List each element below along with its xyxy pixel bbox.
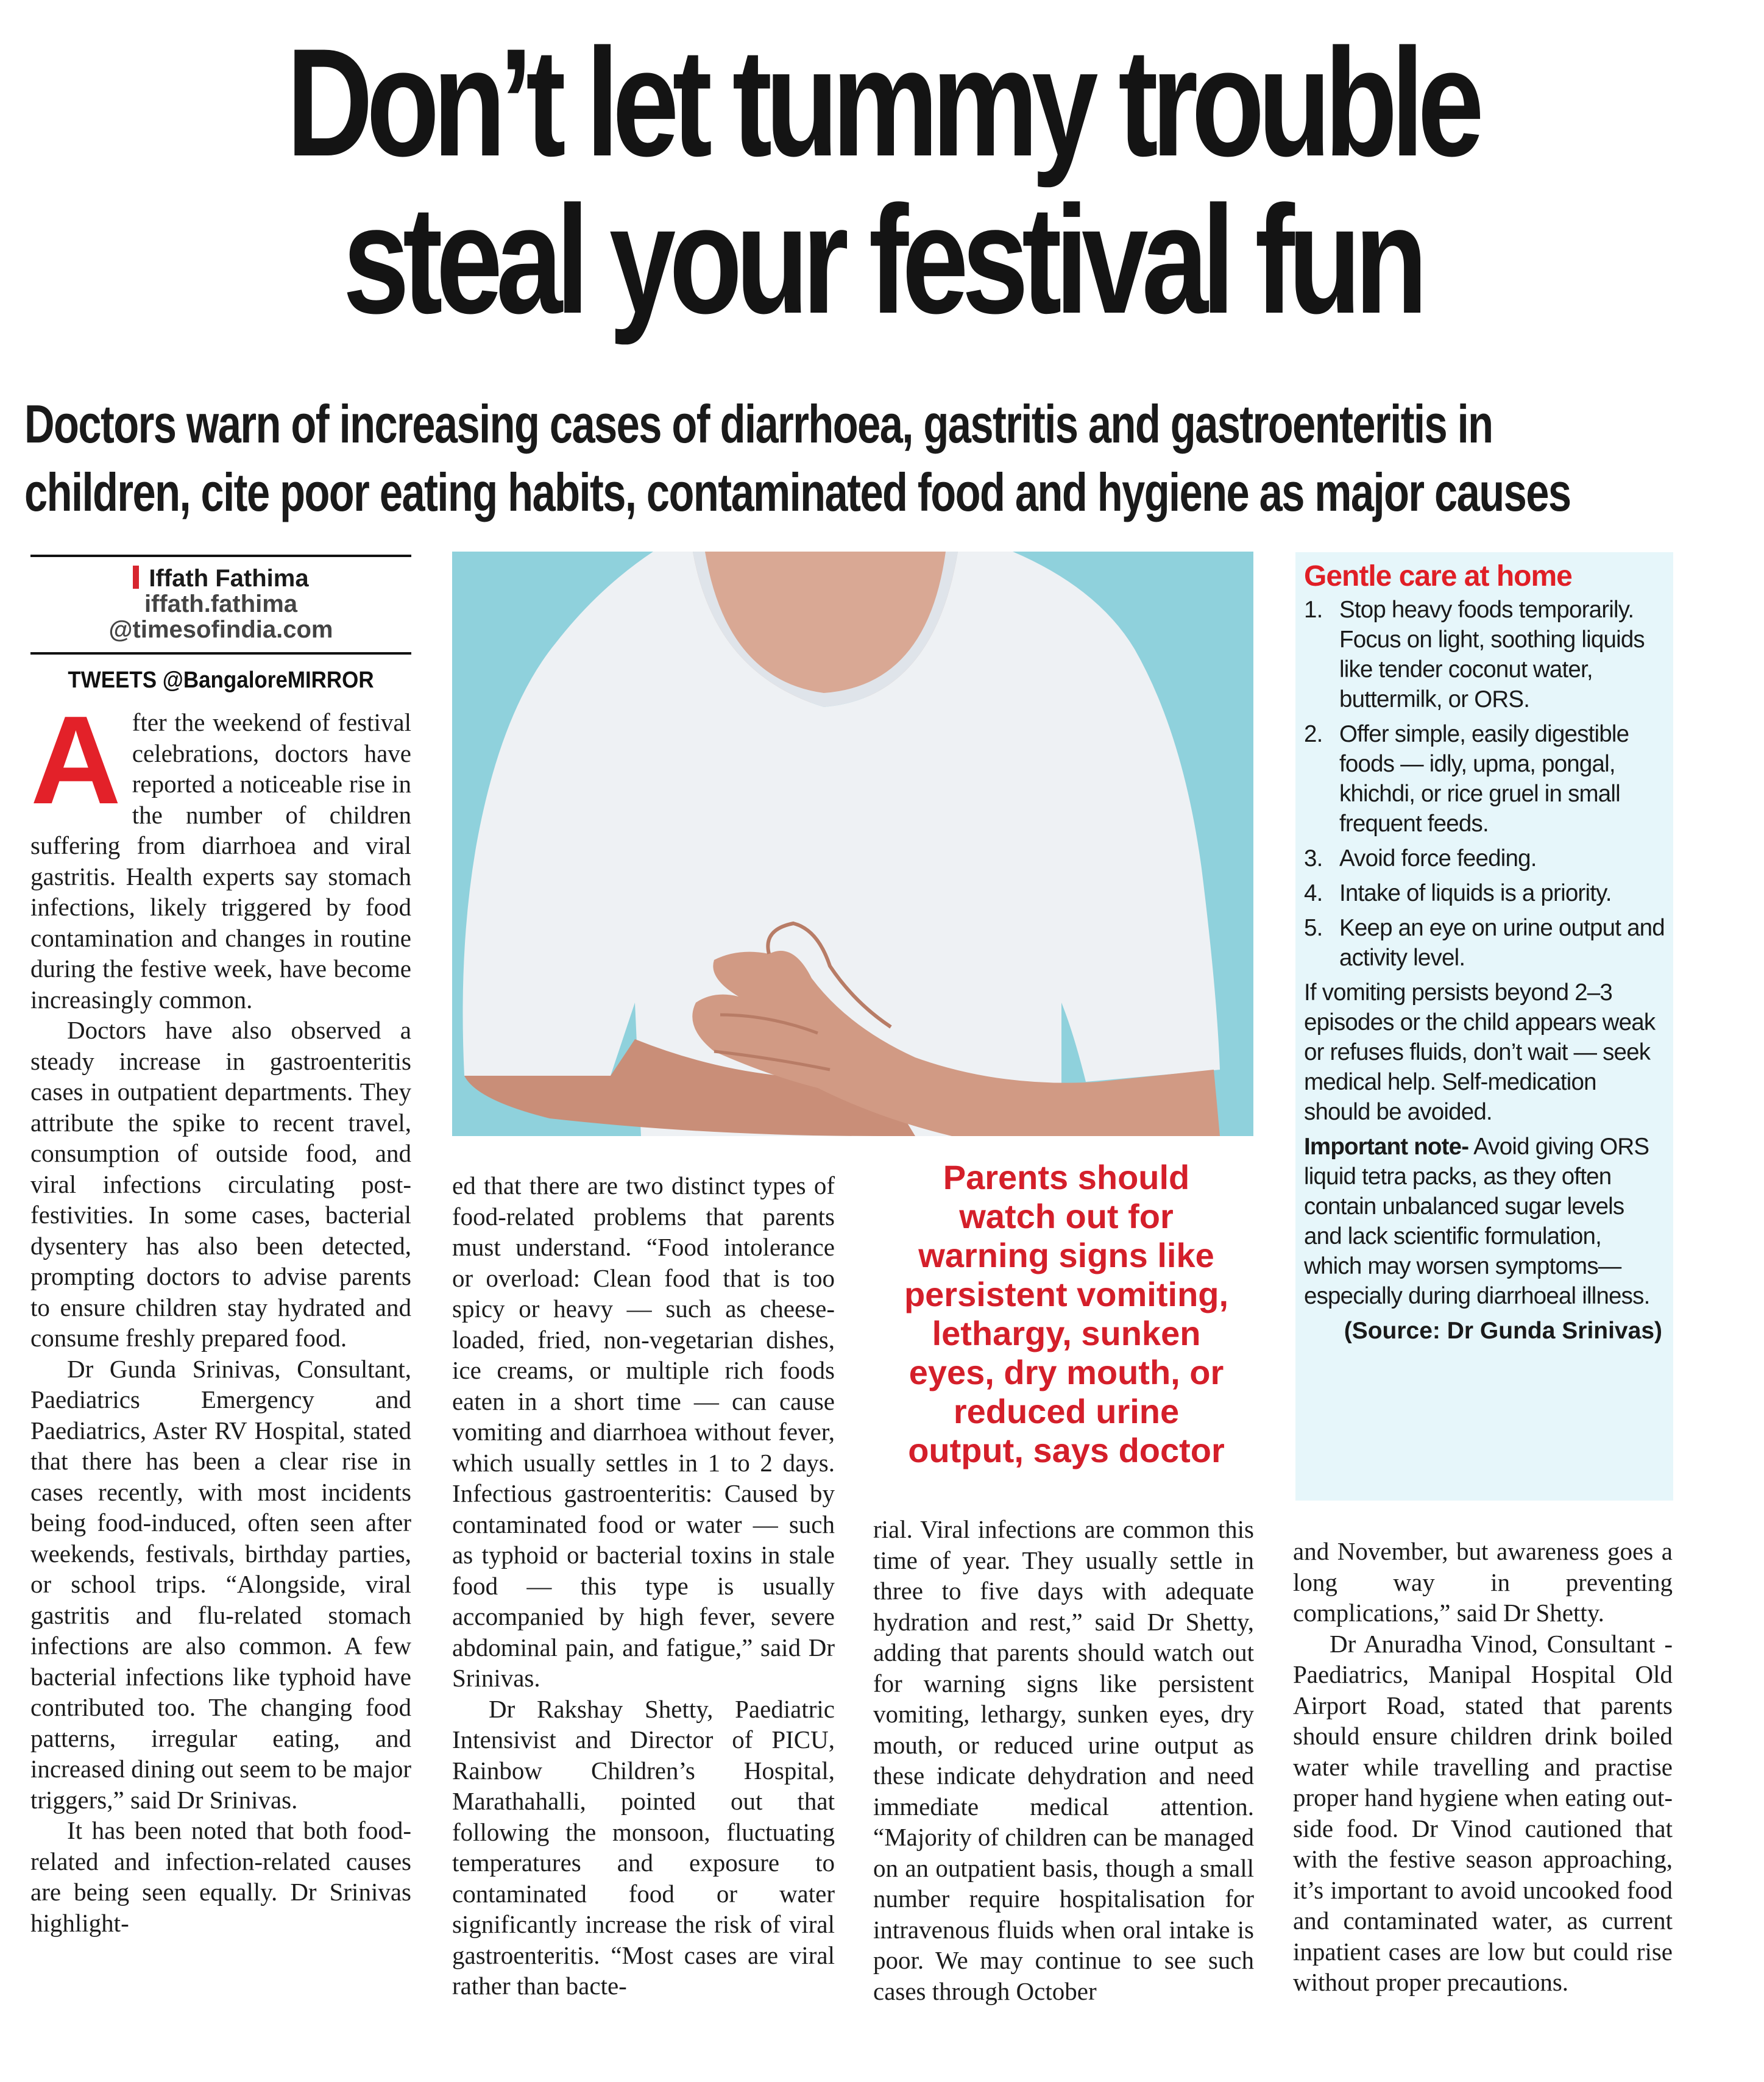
article-column-1	[30, 690, 411, 1938]
drop-cap: A	[30, 690, 121, 830]
article-photo	[452, 552, 1253, 1136]
author-email-line-1: iffath.fathima	[144, 591, 298, 617]
list-item: 1. Stop heavy foods temporarily. Focus on light, soothing liquids like tender coconut water, buttermilk, or ORS.	[1304, 597, 1645, 712]
article-column-4	[1293, 1536, 1673, 1998]
article-paragraph: After the weekend of festival celebrations, doctors have reported a noticeable rise in the number of children suffering from diarrhoea and viral gastritis. Health experts say stomach infections, likely triggered by food contamination and changes in routine during the festive week, have become increasingly common.	[30, 690, 411, 1014]
article-paragraph: Doctors have also observed a steady increase in gastroenteritis cases in outpatient departments. They attribute the spike to recent travel, consumption of outside food, and viral infections circulating post-festivities. In some cases, bacterial dysentery has also been detected, prompting doctors to advise parents to ensure children stay hydrated and consume freshly prepared food.	[30, 1016, 411, 1352]
headline-line-1: Don’t let tummy trouble	[286, 17, 1478, 188]
article-paragraph: and November, but awareness goes a long way in preventing complications,” said Dr Shetty.	[1293, 1537, 1673, 1627]
list-item: 2. Offer simple, easily digestible foods — idly, upma, pongal, khichdi, or rice gruel in small frequent feeds.	[1304, 721, 1629, 837]
headline-line-2: steal your festival fun	[342, 174, 1422, 346]
article-paragraph: ed that there are two distinct types of food-related problems that parents must understand. “Food intolerance or overload: Clean food that is too spicy or heavy — such as cheese-loaded, fried, non-vegetarian dishes, ice creams, or multiple rich foods eaten in a short time — can cause vomiting and diarrhoea without fever, which usually settles in 1 to 2 days. Infectious gastroenteritis: Caused by contaminated food or water — such as typhoid or bacterial toxins in stale food — this type is usually accompanied by high fever, severe abdominal pain, and fatigue,” said Dr Srinivas.	[452, 1171, 835, 1692]
list-item: 4. Intake of liquids is a priority.	[1304, 880, 1612, 906]
author-email-line-2: @timesofindia.com	[108, 616, 333, 643]
subheadline	[24, 390, 1740, 527]
list-item: 3. Avoid force feeding.	[1304, 845, 1537, 872]
care-tips-list	[1304, 595, 1665, 973]
list-item: 5. Keep an eye on urine output and activity level.	[1304, 915, 1665, 971]
sidebar-warning: If vomiting persists beyond 2–3 episodes or the child appears weak or refuses fluids, don’t wait — seek medical help. Self-medication should be avoided.	[1304, 979, 1656, 1125]
article-paragraph: rial. Viral infections are common this time of year. They usually settle in three to five days with adequate hydration and rest,” said Dr Shetty, adding that parents should watch out for warning signs like persistent vomiting, lethargy, sunken eyes, dry mouth, or reduced urine output as these indicate dehydration and need immediate medical attention. “Majority of children can be managed on an outpatient basis, though a small number require hospitalisation for intravenous fluids when oral intake is poor. We may continue to see such cases through October	[873, 1515, 1254, 2005]
byline-marker-icon	[133, 566, 139, 589]
article-paragraph: Dr Rakshay Shetty, Paediatric Intensivist and Director of PICU, Rainbow Children’s Hospital, Marathahalli, pointed out that following the monsoon, fluctuating temperatures and exposure to contaminated food or water significantly increase the risk of viral gastroenteritis. “Most cases are viral rather than bacte-	[452, 1694, 835, 2000]
article-paragraph: It has been noted that both food-related and infection-related causes are being seen equally. Dr Srinivas highlight-	[30, 1816, 411, 1937]
headline	[213, 17, 1551, 346]
article-paragraph: Dr Anuradha Vinod, Consultant - Paediatrics, Manipal Hospital Old Airport Road, stated that parents should ensure children drink boiled water while travelling and practise proper hand hygiene when eating outside food. Dr Vinod cautioned that with the festive season approaching, it’s important to avoid uncooked food and contaminated water, as current inpatient cases are low but could rise without proper precautions.	[1293, 1629, 1673, 1996]
subheadline-line-2: children, cite poor eating habits, contaminated food and hygiene as major causes	[24, 462, 1571, 522]
sidebar-gentle-care	[1295, 552, 1673, 1501]
article-column-2	[452, 1170, 835, 2002]
byline	[30, 555, 411, 695]
tweets-handle: TWEETS @BangaloreMIRROR	[68, 667, 374, 693]
author-name: Iffath Fathima	[149, 565, 309, 592]
stomach-pain-illustration	[452, 552, 1253, 1136]
sidebar-source: (Source: Dr Gunda Srinivas)	[1344, 1318, 1662, 1344]
pull-quote: Parents should watch out for warning signs like persistent vomiting, lethargy, sunken eyes, dry mouth, or reduced urine output, says doctor	[904, 1158, 1229, 1469]
article-column-3	[873, 1514, 1254, 2006]
sidebar-title: Gentle care at home	[1304, 560, 1572, 592]
article-paragraph: Dr Gunda Srinivas, Consultant, Paediatrics Emergency and Paediatrics, Aster RV Hospital, stated that there has been a clear rise in cases recently, with most incidents being food-induced, often seen after weekends, festivals, birthday parties, or school trips. “Alongside, viral gastritis and flu-related stomach infections are also common. A few bacterial infections like typhoid have contributed too. The changing food patterns, irregular eating, and increased dining out seem to be major triggers,” said Dr Srinivas.	[30, 1354, 411, 1814]
subheadline-line-1: Doctors warn of increasing cases of diarrhoea, gastritis and gastroenteritis in	[24, 394, 1493, 454]
sidebar-important-note: Important note- Avoid giving ORS liquid tetra packs, as they often contain unbalanced sugar levels and lack scientific formulation, which may worsen symptoms—especially during diarrhoeal illness.	[1304, 1134, 1650, 1309]
